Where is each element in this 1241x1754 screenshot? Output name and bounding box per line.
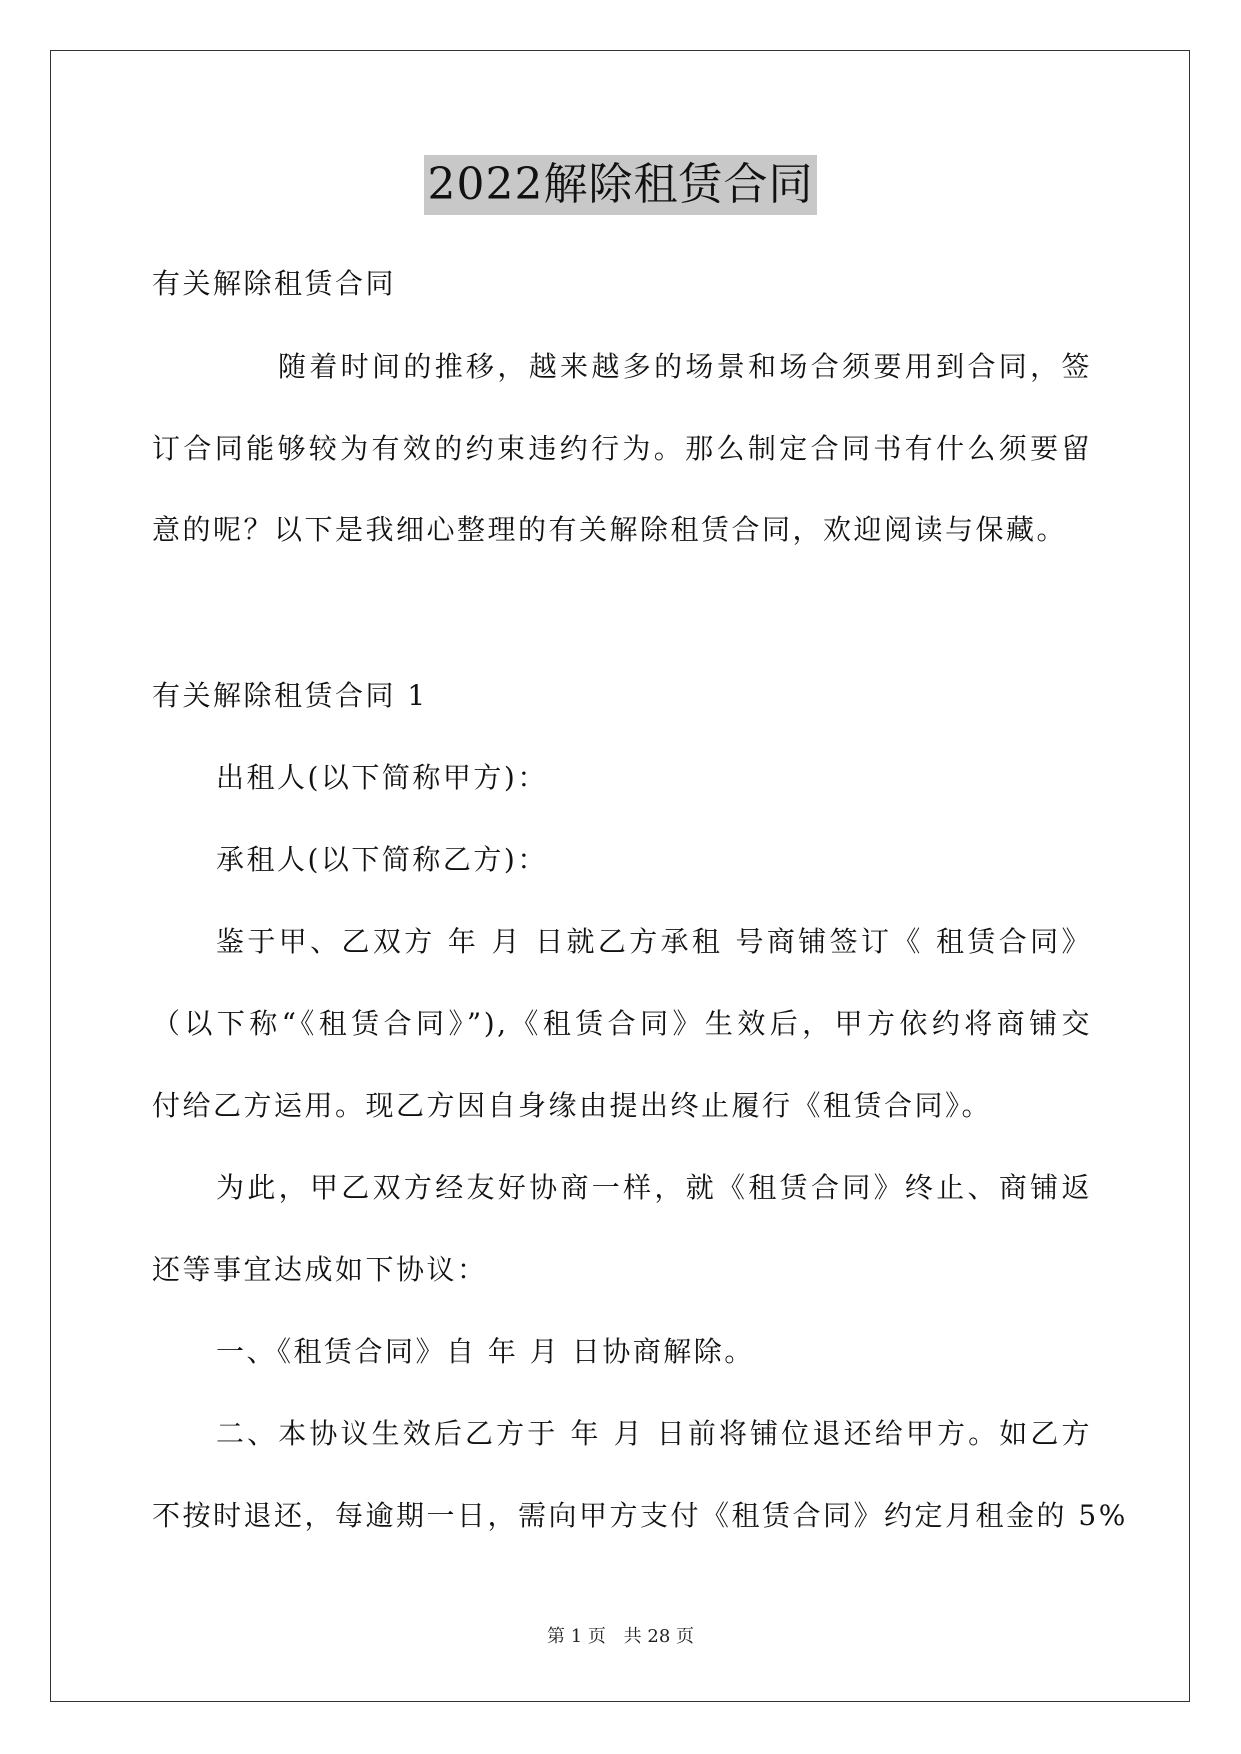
preamble-line-3: 付给乙方运用。现乙方因自身缘由提出终止履行《租赁合同》。 <box>152 1089 993 1122</box>
page-number: 第 1 页 <box>547 1626 606 1647</box>
lessee-line: 承租人(以下简称乙方)： <box>216 843 548 876</box>
intro-paragraph-line-3: 意的呢？以下是我细心整理的有关解除租赁合同，欢迎阅读与保藏。 <box>152 513 1068 546</box>
intro-paragraph-line-1: 随着时间的推移，越来越多的场景和场合须要用到合同，签 <box>278 350 1092 383</box>
intro-paragraph-line-2: 订合同能够较为有效的约束违约行为。那么制定合同书有什么须要留 <box>152 432 1092 465</box>
clause-2-line-1: 二、本协议生效后乙方于 年 月 日前将铺位退还给甲方。如乙方 <box>216 1417 1092 1450</box>
clause-1: 一、《租赁合同》自 年 月 日协商解除。 <box>216 1335 755 1368</box>
page-total: 共 28 页 <box>623 1626 694 1647</box>
title-container <box>0 155 1241 215</box>
page-footer <box>0 1625 1241 1649</box>
preamble-line-1: 鉴于甲、乙双方 年 月 日就乙方承租 号商铺签订《 租赁合同》 <box>216 925 1092 958</box>
clause-2-line-2: 不按时退还，每逾期一日，需向甲方支付《租赁合同》约定月租金的 5% <box>152 1499 1128 1532</box>
subtitle-line: 有关解除租赁合同 <box>152 267 397 300</box>
document-title: 2022解除租赁合同 <box>424 155 818 215</box>
lessor-line: 出租人(以下简称甲方)： <box>216 761 548 794</box>
section-heading: 有关解除租赁合同 1 <box>152 679 428 712</box>
agreement-intro-line-1: 为此，甲乙双方经友好协商一样，就《租赁合同》终止、商铺返 <box>216 1171 1092 1204</box>
preamble-line-2: （以下称“《租赁合同》”),《租赁合同》生效后，甲方依约将商铺交 <box>152 1007 1092 1040</box>
agreement-intro-line-2: 还等事宜达成如下协议： <box>152 1253 488 1286</box>
